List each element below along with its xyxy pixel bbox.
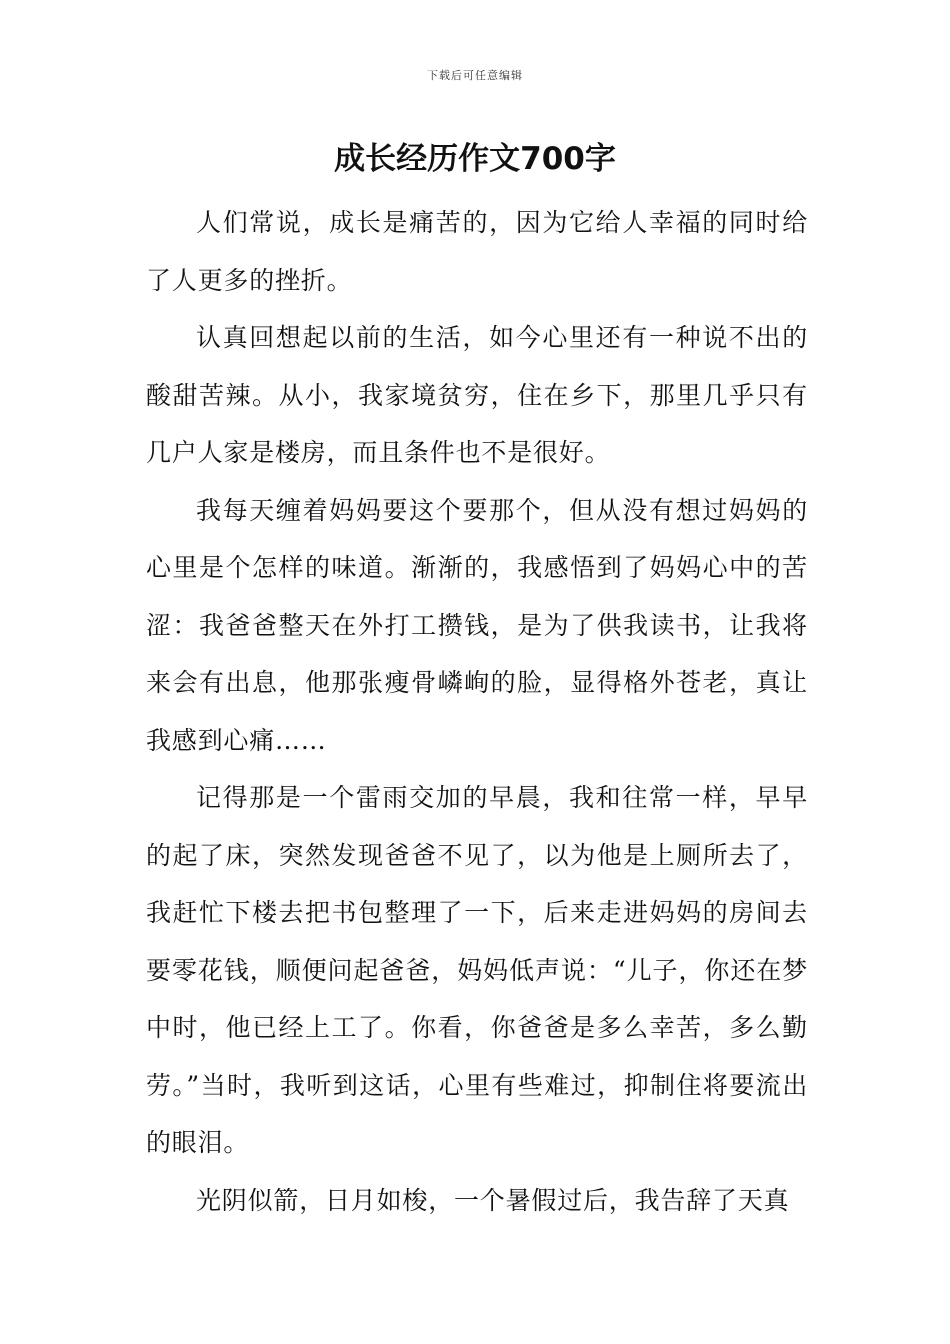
header-note: 下载后可任意编辑 (427, 69, 523, 82)
document-body (146, 194, 808, 1229)
paragraph: 记得那是一个雷雨交加的早晨，我和往常一样，早早的起了床，突然发现爸爸不见了，以为他是上厕所去了，我赶忙下楼去把书包整理了一下，后来走进妈妈的房间去要零花钱，顺便问起爸爸，妈妈低声说：“儿子，你还在梦中时，他已经上工了。你看，你爸爸是多么幸苦，多么勤劳。”当时，我听到这话，心里有些难过，抑制住将要流出的眼泪。 (146, 783, 808, 1157)
paragraph: 人们常说，成长是痛苦的，因为它给人幸福的同时给了人更多的挫折。 (146, 208, 808, 295)
paragraph: 我每天缠着妈妈要这个要那个，但从没有想过妈妈的心里是个怎样的味道。渐渐的，我感悟到了妈妈心中的苦涩：我爸爸整天在外打工攒钱，是为了供我读书，让我将来会有出息，他那张瘦骨嶙峋的脸，显得格外苍老，真让我感到心痛…… (146, 495, 808, 755)
paragraph: 光阴似箭，日月如梭，一个暑假过后，我告辞了天真 (196, 1185, 790, 1215)
paragraph: 认真回想起以前的生活，如今心里还有一种说不出的酸甜苦辣。从小，我家境贫穷，住在乡下，那里几乎只有几户人家是楼房，而且条件也不是很好。 (146, 323, 808, 467)
document-title: 成长经历作文700字 (334, 141, 616, 177)
